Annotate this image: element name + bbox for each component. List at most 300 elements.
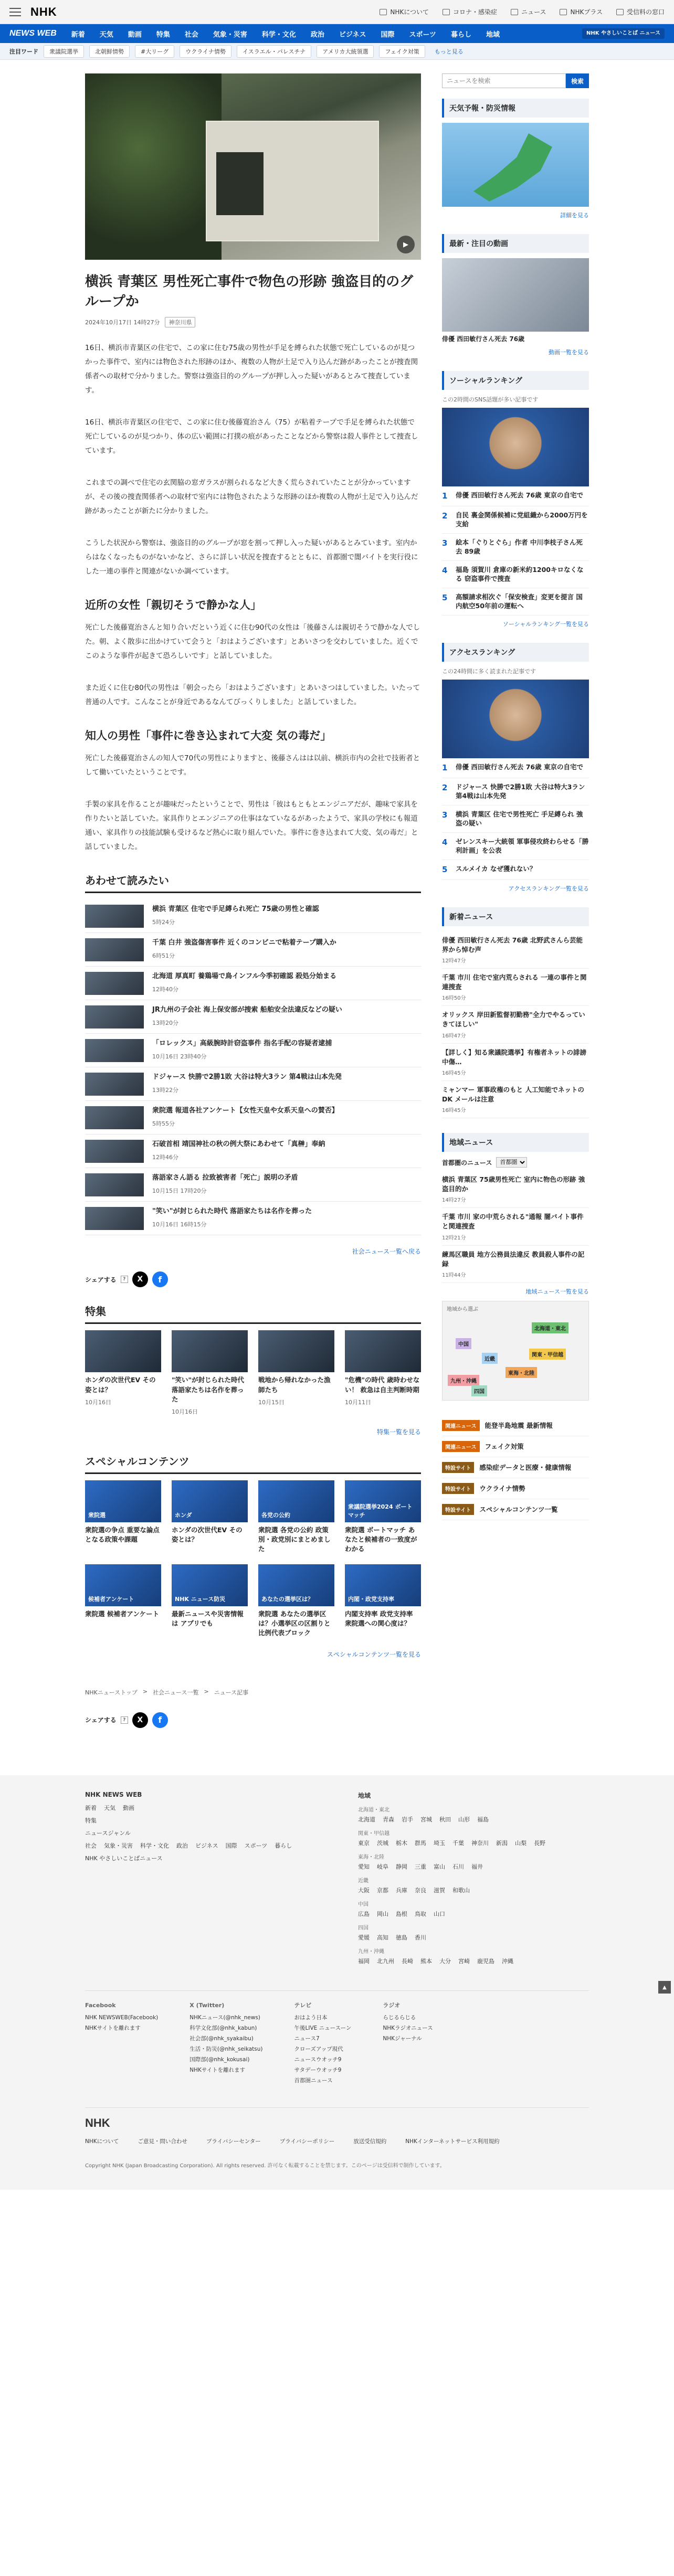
article-hero-video[interactable] bbox=[85, 73, 421, 260]
footer-prefecture-link[interactable]: 奈良 bbox=[415, 1886, 426, 1894]
related-item[interactable] bbox=[85, 967, 421, 1000]
ranking-item[interactable] bbox=[442, 833, 589, 860]
nav-science[interactable]: 科学・文化 bbox=[261, 30, 296, 39]
nav-local[interactable]: 地域 bbox=[486, 30, 500, 39]
nav-video[interactable]: 動画 bbox=[128, 30, 142, 39]
nav-politics[interactable]: 政治 bbox=[310, 30, 324, 39]
nav-international[interactable]: 国際 bbox=[381, 30, 395, 39]
newest-title: 【詳しく】知る衆議院選挙】有権者ネットの誹謗中傷… bbox=[442, 1048, 587, 1066]
footer-local-row bbox=[358, 1910, 589, 1918]
hot-word-tag[interactable]: 北朝鮮情勢 bbox=[89, 45, 130, 58]
footer-col-link[interactable]: 午後LIVE ニュースーン bbox=[294, 2025, 352, 2032]
footer-prefecture-link[interactable]: 岡山 bbox=[377, 1910, 388, 1917]
newest-item[interactable] bbox=[442, 1006, 589, 1043]
ranking-image[interactable] bbox=[442, 408, 589, 486]
banner-item[interactable] bbox=[442, 1478, 589, 1499]
breadcrumb-item[interactable]: 社会ニュース一覧 bbox=[153, 1689, 199, 1696]
special-card[interactable] bbox=[172, 1480, 248, 1554]
footer-col-link[interactable]: おはよう日本 bbox=[294, 2015, 328, 2021]
footer-prefecture-link[interactable]: 宮崎 bbox=[458, 1957, 470, 1965]
local-item[interactable] bbox=[442, 1208, 589, 1245]
ranking-title: 横浜 青葉区 住宅で男性死亡 手足縛られ 強盗の疑い bbox=[456, 810, 583, 828]
footer-col-link[interactable]: 首都圏ニュース bbox=[294, 2077, 333, 2084]
footer-brand[interactable]: NHK NEWS WEB bbox=[85, 1790, 142, 1798]
main-column bbox=[85, 73, 421, 1744]
region-tokai[interactable]: 東海・北陸 bbox=[506, 1367, 537, 1378]
footer-link[interactable]: 動画 bbox=[123, 1804, 134, 1811]
footer-local bbox=[358, 1791, 589, 1969]
local-item[interactable] bbox=[442, 1246, 589, 1283]
sidebar bbox=[442, 73, 589, 1744]
feature-image bbox=[85, 1330, 161, 1372]
footer-prefecture-link[interactable]: 福岡 bbox=[358, 1957, 370, 1965]
special-more-link[interactable]: スペシャルコンテンツ一覧を見る bbox=[327, 1650, 421, 1658]
weather-map[interactable] bbox=[442, 123, 589, 207]
copyright: Copyright NHK (Japan Broadcasting Corporation). All rights reserved. 許可なく転載することを禁じます。このページは受信料で制作しています。 bbox=[85, 2162, 445, 2169]
feature-heading: 特集 bbox=[85, 1303, 421, 1324]
ranking-item[interactable] bbox=[442, 805, 589, 833]
footer-prefecture-link[interactable]: 石川 bbox=[452, 1863, 464, 1870]
rank-number: 3 bbox=[442, 810, 448, 820]
feature-image bbox=[258, 1330, 334, 1372]
help-icon[interactable]: ? bbox=[121, 1276, 128, 1283]
newest-box bbox=[442, 907, 589, 1118]
feature-title: "笑い"が封じられた時代 落語家たちは名作を葬った bbox=[172, 1376, 245, 1403]
banner-label: 関連ニュース bbox=[442, 1420, 480, 1431]
footer-legal-link[interactable]: ご意見・問い合わせ bbox=[138, 2138, 187, 2145]
footer-local-row bbox=[358, 1886, 589, 1894]
easy-news-link[interactable]: NHK やさしいことば ニュース bbox=[582, 28, 665, 39]
news-icon bbox=[511, 9, 518, 15]
related-title: "笑い"が封じられた時代 落語家たちは名作を葬った bbox=[152, 1207, 312, 1216]
nav-new[interactable]: 新着 bbox=[71, 30, 85, 39]
local-time: 12時21分 bbox=[442, 1235, 466, 1241]
footer-prefecture-link[interactable]: 愛媛 bbox=[358, 1934, 370, 1941]
feature-card[interactable] bbox=[258, 1330, 334, 1415]
nav-life[interactable]: 暮らし bbox=[451, 30, 472, 39]
weather-more-link[interactable]: 詳細を見る bbox=[560, 212, 589, 219]
hot-word-tag[interactable]: イスラエル・パレスチナ bbox=[237, 45, 311, 58]
special-image: 衆院選 bbox=[85, 1480, 161, 1522]
related-item[interactable] bbox=[85, 1135, 421, 1168]
feature-title: ホンダの次世代EV その姿とは？ bbox=[85, 1376, 156, 1394]
ranking-item[interactable] bbox=[442, 758, 589, 778]
article-meta bbox=[85, 317, 421, 327]
banner-label: 特設サイト bbox=[442, 1462, 474, 1473]
newest-time: 16時45分 bbox=[442, 1070, 466, 1076]
region-hokkaido-tohoku[interactable]: 北海道・東北 bbox=[532, 1322, 568, 1333]
article-title: 横浜 青葉区 男性死亡事件で物色の形跡 強盗目的のグループか bbox=[85, 274, 414, 310]
related-thumb bbox=[85, 1073, 144, 1096]
footer-prefecture-link[interactable]: 大分 bbox=[439, 1957, 451, 1965]
video-caption[interactable]: 俳優 西田敏行さん死去 76歳 bbox=[442, 335, 525, 343]
footer-prefecture-link[interactable]: 東京 bbox=[358, 1839, 370, 1847]
play-icon bbox=[560, 9, 567, 15]
access-ranking-box bbox=[442, 643, 589, 893]
footer-prefecture-link[interactable]: 山梨 bbox=[515, 1839, 526, 1847]
banner-item[interactable] bbox=[442, 1457, 589, 1478]
nav-sports[interactable]: スポーツ bbox=[409, 30, 437, 39]
footer-link[interactable]: 科学・文化 bbox=[140, 1842, 169, 1849]
footer-prefecture-link[interactable]: 滋賀 bbox=[434, 1886, 445, 1894]
footer-legal-links bbox=[85, 2137, 589, 2145]
footer-col-link[interactable]: ニュース7 bbox=[294, 2036, 320, 2042]
special-title: ホンダの次世代EV その姿とは？ bbox=[172, 1525, 243, 1543]
hot-word-tag[interactable]: アメリカ大統領選 bbox=[317, 45, 374, 58]
x-share-icon[interactable]: X bbox=[132, 1712, 148, 1728]
footer-link[interactable]: 天気 bbox=[104, 1804, 115, 1811]
rank-number: 4 bbox=[442, 565, 448, 575]
feature-card[interactable] bbox=[345, 1330, 421, 1415]
footer-link[interactable]: NHK やさしいことばニュース bbox=[85, 1854, 163, 1862]
footer-prefecture-link[interactable]: 北九州 bbox=[377, 1957, 394, 1965]
region-select[interactable] bbox=[496, 1157, 527, 1168]
related-item[interactable] bbox=[85, 1034, 421, 1067]
related-time: 10月15日 17時20分 bbox=[152, 1187, 207, 1194]
footer-legal-link[interactable]: プライバシーポリシー bbox=[279, 2138, 335, 2145]
footer-prefecture-link[interactable]: 広島 bbox=[358, 1910, 370, 1917]
newest-time: 16時45分 bbox=[442, 1108, 466, 1114]
footer-prefecture-link[interactable]: 島根 bbox=[396, 1910, 407, 1917]
footer-prefecture-link[interactable]: 茨城 bbox=[377, 1839, 388, 1847]
newest-title: オリックス 岸田新監督初勤務"全力でやるっていきてほしい" bbox=[442, 1011, 585, 1029]
related-item[interactable] bbox=[85, 899, 421, 933]
ranking-title: 自民 裏金関係候補に党組織から2000万円を支給 bbox=[456, 511, 588, 528]
footer-prefecture-link[interactable]: 群馬 bbox=[415, 1839, 426, 1847]
local-time: 14時27分 bbox=[442, 1197, 466, 1204]
special-image: あなたの選挙区は？ bbox=[258, 1564, 334, 1606]
related-item[interactable] bbox=[85, 1101, 421, 1135]
article-paragraph: 16日、横浜市青葉区の住宅で、この家に住む後藤寛治さん（75）が粘着テープで手足を縛られた状態で死亡しているのが見つかり、体の広い範囲に打撲の痕があったことなどから警察は殺人事件として捜査しています。 bbox=[85, 418, 418, 455]
related-title: 落語家さん語る 拉致被害者「死亡」説明の矛盾 bbox=[152, 1174, 298, 1182]
footer-link[interactable]: ニュースジャンル bbox=[85, 1829, 131, 1837]
region-kinki[interactable]: 近畿 bbox=[482, 1353, 498, 1364]
region-map bbox=[442, 1301, 589, 1401]
local-more-link[interactable]: 地域ニュース一覧を見る bbox=[525, 1288, 589, 1295]
feature-more-link[interactable]: 特集一覧を見る bbox=[376, 1428, 421, 1436]
footer-col-link[interactable]: クローズアップ現代 bbox=[294, 2046, 343, 2053]
play-icon[interactable]: ▶ bbox=[397, 236, 415, 253]
video-more-link[interactable]: 動画一覧を見る bbox=[549, 348, 589, 356]
breadcrumb-sep: > bbox=[204, 1688, 209, 1695]
article-category-badge[interactable]: 神奈川県 bbox=[165, 317, 195, 327]
local-list bbox=[442, 1171, 589, 1283]
header-link-about[interactable]: NHKについて bbox=[380, 7, 429, 16]
footer-col-link[interactable]: サタデーウオッチ9 bbox=[294, 2067, 342, 2074]
social-ranking-more[interactable]: ソーシャルランキング一覧を見る bbox=[502, 620, 589, 628]
ranking-title: 高額請求相次ぐ「保安検査」変更を提言 国内航空50年前の運転へ bbox=[456, 592, 583, 610]
local-news-box bbox=[442, 1133, 589, 1401]
receipt-icon bbox=[616, 9, 624, 15]
related-time: 6時51分 bbox=[152, 952, 175, 959]
footer-prefecture-link[interactable]: 富山 bbox=[434, 1863, 445, 1870]
footer-prefecture-link[interactable]: 青森 bbox=[383, 1816, 394, 1823]
footer-prefecture-link[interactable]: 北海道 bbox=[358, 1816, 375, 1823]
special-title: 最新ニュースや災害情報は アプリでも bbox=[172, 1610, 244, 1628]
footer-col-link[interactable]: 科学文化部(@nhk_kabun) bbox=[189, 2025, 257, 2032]
search-input[interactable] bbox=[442, 73, 566, 88]
footer-col bbox=[189, 2000, 262, 2086]
footer-prefecture-link[interactable]: 鹿児島 bbox=[477, 1957, 494, 1965]
nav-weather[interactable]: 天気 bbox=[99, 30, 113, 39]
banner-item[interactable] bbox=[442, 1415, 589, 1436]
special-card[interactable] bbox=[85, 1564, 161, 1638]
hero-window bbox=[216, 152, 264, 215]
footer-link[interactable]: 暮らし bbox=[275, 1842, 292, 1849]
footer-prefecture-link[interactable]: 香川 bbox=[415, 1934, 426, 1941]
footer-local-row bbox=[358, 1839, 589, 1847]
related-title: JR九州の子会社 海上保安部が捜索 船舶安全法違反などの疑い bbox=[152, 1006, 342, 1014]
feature-card[interactable] bbox=[85, 1330, 161, 1415]
nav-feature[interactable]: 特集 bbox=[156, 30, 170, 39]
footer-prefecture-link[interactable]: 長崎 bbox=[402, 1957, 413, 1965]
header-link-news[interactable]: ニュース bbox=[511, 7, 546, 16]
footer-link[interactable]: 特集 bbox=[85, 1817, 97, 1824]
special-card[interactable] bbox=[172, 1564, 248, 1638]
footer-link[interactable]: スポーツ bbox=[244, 1842, 268, 1849]
footer-local-group-label: 四国 bbox=[358, 1925, 368, 1931]
footer-local-row bbox=[358, 1933, 589, 1942]
footer-link[interactable]: 気象・災害 bbox=[104, 1842, 133, 1849]
feature-grid bbox=[85, 1330, 421, 1415]
local-title: 横浜 青葉区 75歳男性死亡 室内に物色の形跡 強盗目的か bbox=[442, 1175, 585, 1193]
special-image: NHK ニュース防災 bbox=[172, 1564, 248, 1606]
special-image: 候補者アンケート bbox=[85, 1564, 161, 1606]
feature-image bbox=[172, 1330, 248, 1372]
nav-business[interactable]: ビジネス bbox=[339, 30, 366, 39]
facebook-share-icon[interactable]: f bbox=[152, 1712, 168, 1728]
footer-col-link[interactable]: らじるらじる bbox=[383, 2015, 416, 2021]
special-heading: スペシャルコンテンツ bbox=[85, 1453, 421, 1474]
feature-card[interactable] bbox=[172, 1330, 248, 1415]
hot-words-label: 注目ワード bbox=[9, 48, 38, 55]
related-item[interactable] bbox=[85, 1067, 421, 1101]
footer-prefecture-link[interactable]: 福井 bbox=[471, 1863, 483, 1870]
header-link-fee[interactable]: 受信料の窓口 bbox=[616, 7, 665, 16]
access-ranking-note: この24時間に多く読まれた記事です bbox=[442, 667, 536, 675]
footer-prefecture-link[interactable]: 山形 bbox=[458, 1816, 470, 1823]
footer-prefecture-link[interactable]: 岐阜 bbox=[377, 1863, 388, 1870]
weather-box bbox=[442, 99, 589, 219]
ranking-item[interactable] bbox=[442, 506, 589, 534]
footer-prefecture-link[interactable]: 兵庫 bbox=[396, 1886, 407, 1894]
share-bar-bottom bbox=[85, 1712, 421, 1728]
footer-prefecture-link[interactable]: 宮城 bbox=[420, 1816, 432, 1823]
related-thumb bbox=[85, 1173, 144, 1196]
footer-legal-link[interactable]: NHKインターネットサービス利用規約 bbox=[405, 2138, 500, 2145]
nav-society[interactable]: 社会 bbox=[184, 30, 198, 39]
rank-number: 2 bbox=[442, 511, 448, 521]
nhk-logo[interactable]: NHK bbox=[30, 5, 57, 18]
banner-label: 関連ニュース bbox=[442, 1441, 480, 1452]
rank-number: 3 bbox=[442, 538, 448, 548]
footer-nhk-logo[interactable]: NHK bbox=[85, 2116, 110, 2129]
local-item[interactable] bbox=[442, 1171, 589, 1208]
menu-icon[interactable] bbox=[9, 8, 21, 16]
footer-prefecture-link[interactable]: 埼玉 bbox=[434, 1839, 445, 1847]
related-title: 衆院選 報道各社アンケート【女性天皇や女系天皇への賛否】 bbox=[152, 1107, 339, 1115]
footer-prefecture-link[interactable]: 山口 bbox=[434, 1910, 445, 1917]
related-more-link[interactable]: 社会ニュース一覧へ戻る bbox=[352, 1248, 421, 1256]
special-card[interactable] bbox=[345, 1564, 421, 1638]
footer-col-link[interactable]: 国際部(@nhk_kokusai) bbox=[189, 2056, 250, 2063]
footer-prefecture-link[interactable]: 熊本 bbox=[420, 1957, 432, 1965]
header-link-plus[interactable]: NHKプラス bbox=[560, 7, 603, 16]
footer-legal-link[interactable]: 放送受信規約 bbox=[353, 2138, 387, 2145]
footer-col-link[interactable]: NHK NEWSWEB(Facebook) bbox=[85, 2015, 159, 2021]
footer-prefecture-link[interactable]: 栃木 bbox=[396, 1839, 407, 1847]
related-item[interactable] bbox=[85, 933, 421, 967]
footer-prefecture-link[interactable]: 京都 bbox=[377, 1886, 388, 1894]
footer-local-group-label: 関東・甲信越 bbox=[358, 1830, 389, 1837]
footer-prefecture-link[interactable]: 千葉 bbox=[452, 1839, 464, 1847]
top-header bbox=[0, 0, 674, 24]
related-item[interactable] bbox=[85, 1000, 421, 1034]
related-item[interactable] bbox=[85, 1168, 421, 1202]
footer-prefecture-link[interactable]: 高知 bbox=[377, 1934, 388, 1941]
ranking-title: 俳優 西田敏行さん死去 76歳 東京の自宅で bbox=[456, 491, 583, 499]
ranking-item[interactable] bbox=[442, 588, 589, 616]
hot-word-tag[interactable]: ウクライナ情勢 bbox=[180, 45, 231, 58]
access-ranking-heading: アクセスランキング bbox=[442, 643, 589, 662]
footer-col-link[interactable]: NHKラジオニュース bbox=[383, 2025, 433, 2032]
ranking-item[interactable] bbox=[442, 534, 589, 561]
footer-prefecture-link[interactable]: 鳥取 bbox=[415, 1910, 426, 1917]
x-share-icon[interactable]: X bbox=[132, 1271, 148, 1287]
footer-prefecture-link[interactable]: 三重 bbox=[415, 1863, 426, 1870]
footer-prefecture-link[interactable]: 岩手 bbox=[402, 1816, 413, 1823]
related-title: 千葉 白井 強盗傷害事件 近くのコンビニで粘着テープ購入か bbox=[152, 939, 336, 947]
region-kanto[interactable]: 関東・甲信越 bbox=[529, 1349, 566, 1360]
footer-prefecture-link[interactable]: 福島 bbox=[477, 1816, 489, 1823]
breadcrumb-item[interactable]: NHKニューストップ bbox=[85, 1689, 138, 1696]
newest-item[interactable] bbox=[442, 969, 589, 1006]
ranking-item[interactable] bbox=[442, 486, 589, 506]
article-paragraph: こうした状況から警察は、強盗目的のグループが窓を割って押し入った疑いがあるとみています。室内からはなくなったものがないかなど、さらに詳しい状況を捜査するとともに、首都圏で闇バイトを実行役にした一連の事件と関連がないか調べています。 bbox=[85, 539, 418, 576]
footer-prefecture-link[interactable]: 大阪 bbox=[358, 1886, 370, 1894]
article-paragraph: これまでの調べで住宅の玄関脇の窓ガラスが割られるなど大きく荒らされていたことが分かっていますが、その後の捜査関係者への取材で室内には物色されたような形跡のほか複数の人物が土足で入り込んだ跡があったことが新たに分かりました。 bbox=[85, 479, 418, 516]
footer-link[interactable]: 国際 bbox=[225, 1842, 237, 1849]
hot-word-tag[interactable]: 衆議院選挙 bbox=[44, 45, 84, 58]
ranking-image[interactable] bbox=[442, 680, 589, 758]
region-kyushu[interactable]: 九州・沖縄 bbox=[448, 1375, 479, 1386]
local-tab[interactable]: 首都圏のニュース bbox=[442, 1159, 492, 1167]
region-shikoku[interactable]: 四国 bbox=[471, 1385, 487, 1396]
article-paragraph: 死亡した後藤寛治さんの知人で70代の男性によりますと、後藤さんはは以前、横浜市内の会社で技術者として働いていたということです。 bbox=[85, 754, 420, 777]
newest-item[interactable] bbox=[442, 931, 589, 969]
ranking-item[interactable] bbox=[442, 561, 589, 588]
footer-prefecture-link[interactable]: 沖縄 bbox=[502, 1957, 513, 1965]
footer-col-link[interactable]: ニュースウオッチ9 bbox=[294, 2056, 342, 2063]
feature-title: "危機"の時代 歳時わせない！ 救急は自主判断時期 bbox=[345, 1376, 420, 1394]
ranking-title: スルメイカ なぜ獲れない？ bbox=[456, 864, 536, 873]
region-chugoku[interactable]: 中国 bbox=[456, 1338, 471, 1349]
local-title: 練馬区職員 地方公務員法違反 教員殺人事件の記録 bbox=[442, 1250, 585, 1268]
special-card[interactable] bbox=[345, 1480, 421, 1554]
search-button[interactable]: 検索 bbox=[566, 73, 589, 88]
header-link-corona[interactable]: コロナ・感染症 bbox=[443, 7, 497, 16]
news-web-brand[interactable]: NEWS WEB bbox=[9, 29, 57, 38]
footer-link[interactable]: 政治 bbox=[176, 1842, 188, 1849]
special-image: 内閣・政党支持率 bbox=[345, 1564, 421, 1606]
newest-time: 12時47分 bbox=[442, 958, 466, 964]
newest-list bbox=[442, 931, 589, 1118]
footer-local-group-label: 北海道・東北 bbox=[358, 1807, 389, 1813]
social-ranking-heading: ソーシャルランキング bbox=[442, 371, 589, 390]
footer-link[interactable]: 新着 bbox=[85, 1804, 97, 1811]
main-nav bbox=[0, 24, 674, 43]
special-card[interactable] bbox=[258, 1480, 334, 1554]
footer-prefecture-link[interactable]: 徳島 bbox=[396, 1934, 407, 1941]
banner-title: 能登半島地震 最新情報 bbox=[485, 1422, 553, 1430]
footer-legal-link[interactable]: プライバシーセンター bbox=[206, 2138, 261, 2145]
banner-title: 感染症データと医療・健康情報 bbox=[479, 1464, 572, 1472]
special-title: 衆院選 あなたの選挙区は？小選挙区の区割りと比例代表ブロック bbox=[258, 1610, 331, 1637]
special-grid bbox=[85, 1480, 421, 1638]
footer-col-heading: テレビ bbox=[294, 2001, 312, 2009]
footer-link[interactable]: 社会 bbox=[85, 1842, 97, 1849]
ranking-item[interactable] bbox=[442, 860, 589, 880]
japan-map-shape bbox=[473, 133, 552, 202]
facebook-share-icon[interactable]: f bbox=[152, 1271, 168, 1287]
newest-title: 俳優 西田敏行さん死去 76歳 北野武さんら芸能界から悼む声 bbox=[442, 936, 583, 953]
hot-words-more[interactable]: もっと見る bbox=[434, 48, 464, 55]
banner-item[interactable] bbox=[442, 1436, 589, 1457]
newest-item[interactable] bbox=[442, 1081, 589, 1118]
ranking-item[interactable] bbox=[442, 778, 589, 805]
related-thumb bbox=[85, 1106, 144, 1129]
footer-prefecture-link[interactable]: 神奈川 bbox=[471, 1839, 489, 1847]
footer-link[interactable]: ビジネス bbox=[195, 1842, 218, 1849]
featured-video[interactable] bbox=[442, 258, 589, 332]
special-card[interactable] bbox=[85, 1480, 161, 1554]
footer-col-link[interactable]: NHKサイトを離れます bbox=[189, 2067, 246, 2074]
banner-item[interactable] bbox=[442, 1499, 589, 1520]
help-icon[interactable]: ? bbox=[121, 1716, 128, 1724]
special-title: 衆院選の争点 重要な論点となる政策や課題 bbox=[85, 1525, 160, 1543]
special-title: 衆院選 ボートマッチ あなたと候補者の一致度がわかる bbox=[345, 1525, 417, 1553]
footer-local-row bbox=[358, 1862, 589, 1871]
feature-title: 戦地から帰れなかった漁師たち bbox=[258, 1376, 331, 1394]
footer-prefecture-link[interactable]: 愛知 bbox=[358, 1863, 370, 1870]
nav-disaster[interactable]: 気象・災害 bbox=[213, 30, 247, 39]
access-ranking-more[interactable]: アクセスランキング一覧を見る bbox=[508, 885, 589, 892]
footer-col-link[interactable]: 社会部(@nhk_syakaibu) bbox=[189, 2036, 254, 2042]
footer-prefecture-link[interactable]: 秋田 bbox=[439, 1816, 451, 1823]
footer-legal-link[interactable]: NHKについて bbox=[85, 2138, 119, 2145]
footer-local-group-label: 中国 bbox=[358, 1901, 368, 1907]
related-item[interactable] bbox=[85, 1202, 421, 1235]
footer-col-link[interactable]: 生活・防災(@nhk_seikatsu) bbox=[189, 2046, 263, 2053]
newest-item[interactable] bbox=[442, 1044, 589, 1081]
scroll-to-top-button[interactable]: ▲ bbox=[658, 1981, 671, 1994]
footer-prefecture-link[interactable]: 和歌山 bbox=[452, 1886, 470, 1894]
special-card[interactable] bbox=[258, 1564, 334, 1638]
footer-prefecture-link[interactable]: 新潟 bbox=[496, 1839, 508, 1847]
footer-col-link[interactable]: NHKサイトを離れます bbox=[85, 2025, 141, 2032]
hot-word-tag[interactable]: フェイク対策 bbox=[379, 45, 425, 58]
footer-bottom bbox=[85, 2107, 589, 2169]
footer-prefecture-link[interactable]: 長野 bbox=[534, 1839, 545, 1847]
hot-word-tag[interactable]: #大リーグ bbox=[135, 45, 174, 58]
footer-local-group-label: 近畿 bbox=[358, 1878, 368, 1884]
footer-col-link[interactable]: NHKジャーナル bbox=[383, 2036, 422, 2042]
footer-col-link[interactable]: NHKニュース(@nhk_news) bbox=[189, 2015, 260, 2021]
footer-prefecture-link[interactable]: 静岡 bbox=[396, 1863, 407, 1870]
footer-local-row bbox=[358, 1815, 589, 1824]
banner-label: 特設サイト bbox=[442, 1504, 474, 1515]
footer-col-heading: ラジオ bbox=[383, 2001, 401, 2009]
